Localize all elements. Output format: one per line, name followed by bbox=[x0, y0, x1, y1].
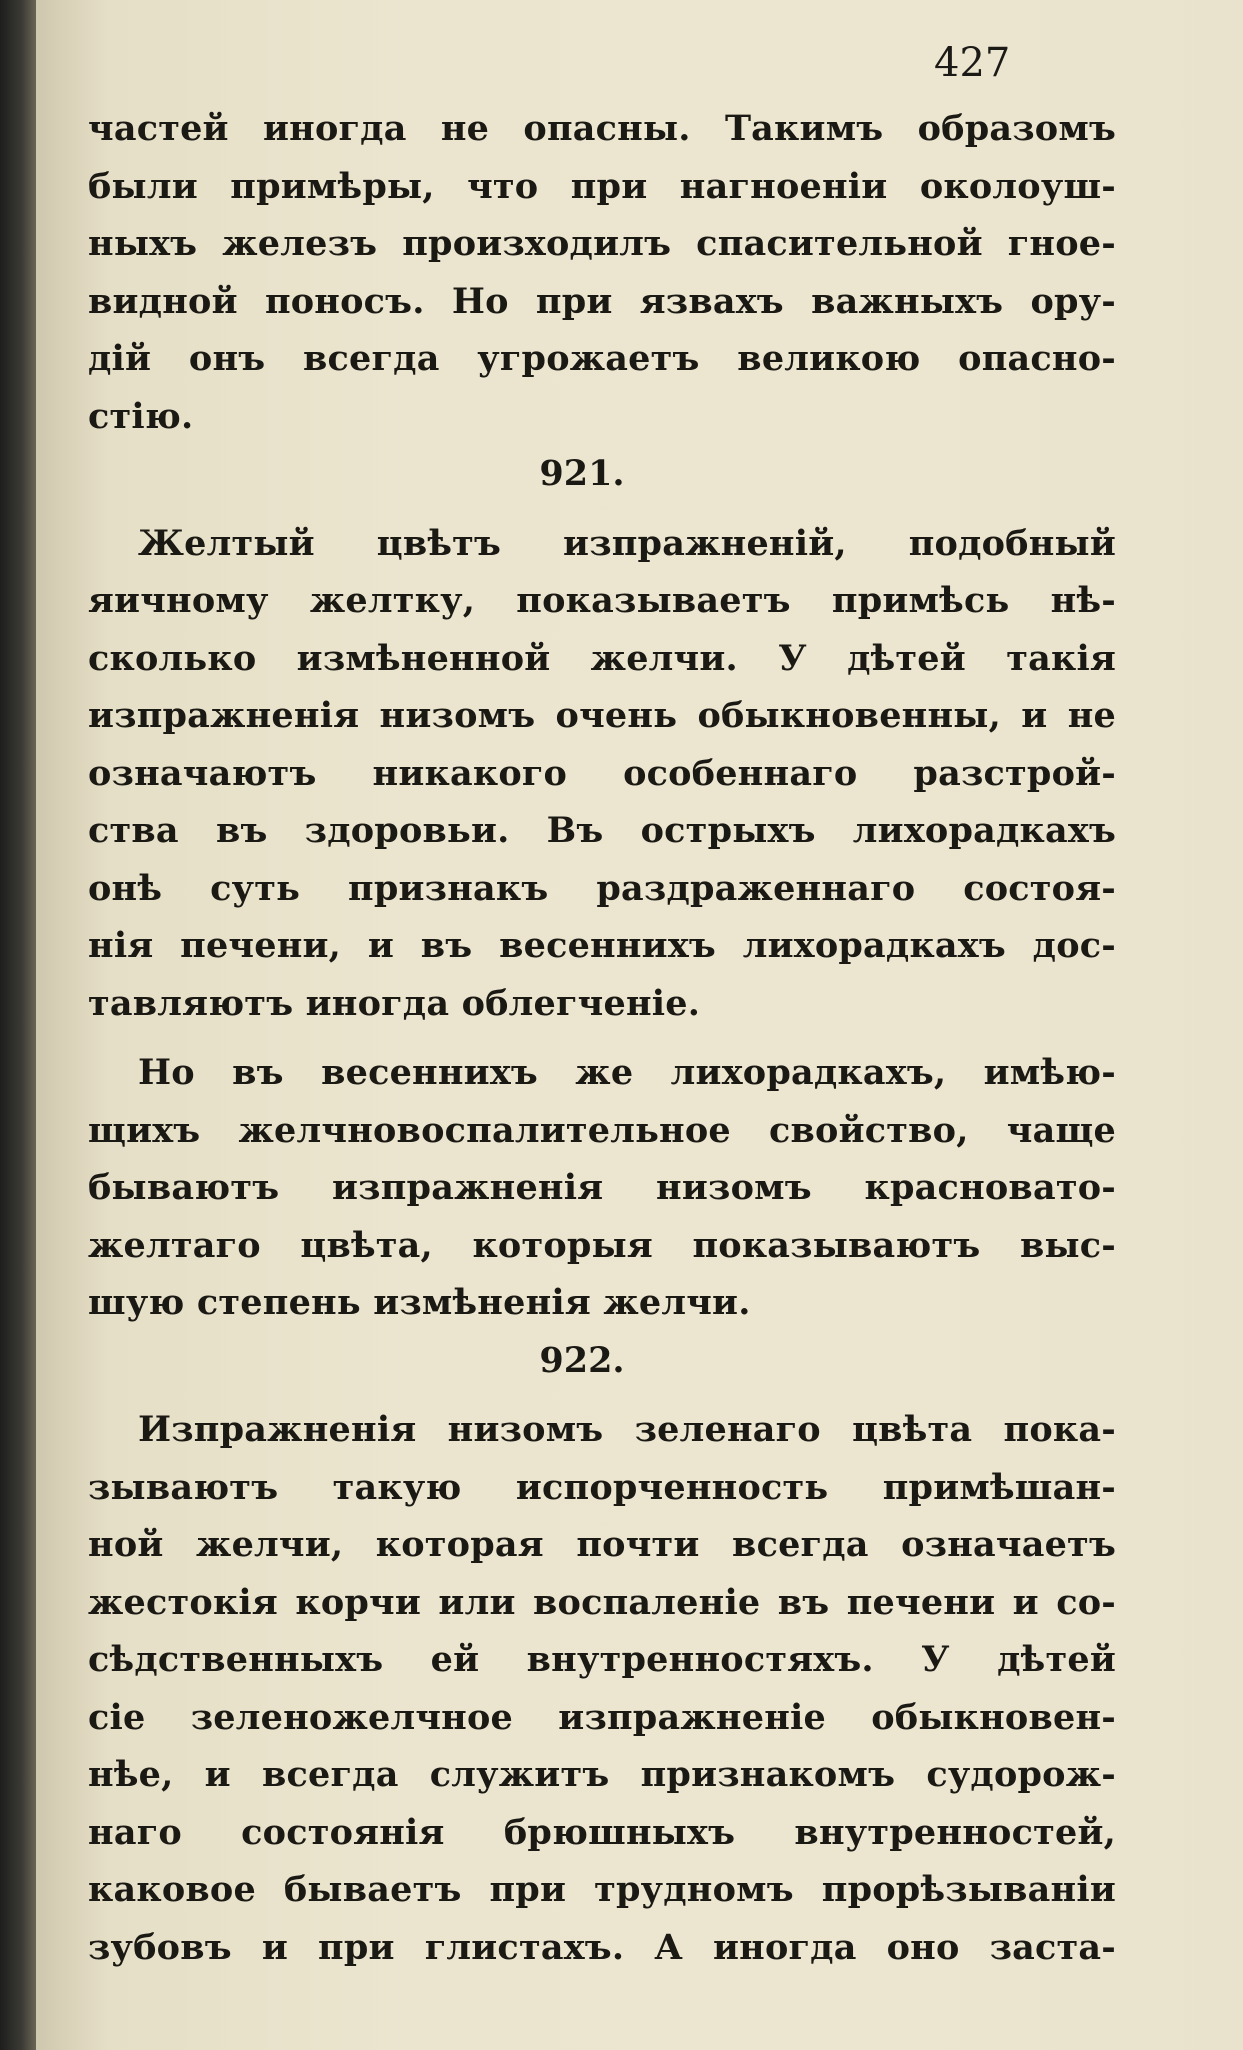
text-line: сіе зеленожелчное изпражненіе обыкновен- bbox=[88, 1696, 1116, 1738]
paragraph bbox=[88, 515, 1116, 1033]
section-number: 922. bbox=[539, 1339, 625, 1381]
text-line: сколько измѣненной желчи. У дѣтей такія bbox=[88, 637, 1116, 679]
page-text bbox=[88, 100, 1116, 1976]
text-line: жестокія корчи или воспаленіе въ печени и со- bbox=[88, 1581, 1116, 1623]
text-line: щихъ желчновоспалительное свойство, чаще bbox=[88, 1109, 1116, 1151]
text-line: нія печени, и въ весеннихъ лихорадкахъ дос- bbox=[88, 925, 1116, 966]
text-line: тавляютъ иногда облегченіе. bbox=[88, 982, 701, 1024]
text-line: означаютъ никакого особеннаго разстрой- bbox=[88, 752, 1116, 794]
text-line: стію. bbox=[88, 395, 194, 437]
text-line: ныхъ железъ произходилъ спасительной гное- bbox=[88, 223, 1116, 264]
text-line: ной желчи, которая почти всегда означаетъ bbox=[88, 1524, 1116, 1565]
paragraph bbox=[88, 1044, 1116, 1332]
text-line: желтаго цвѣта, которыя показываютъ выс- bbox=[88, 1224, 1116, 1266]
text-line: сѣдственныхъ ей внутренностяхъ. У дѣтей bbox=[88, 1639, 1116, 1680]
text-line: Но въ весеннихъ же лихорадкахъ, имѣю- bbox=[138, 1052, 1116, 1093]
text-line: были примѣры, что при нагноеніи околоуш- bbox=[88, 165, 1116, 207]
paragraph bbox=[88, 1401, 1116, 1976]
section-number: 921. bbox=[539, 453, 625, 494]
text-line: зубовъ и при глистахъ. А иногда оно заста- bbox=[88, 1926, 1116, 1968]
text-line: видной поносъ. Но при язвахъ важныхъ ору- bbox=[88, 280, 1116, 322]
text-line: дій онъ всегда угрожаетъ великою опасно- bbox=[88, 338, 1116, 379]
book-spine-shadow bbox=[0, 0, 36, 2050]
text-line: яичному желтку, показываетъ примѣсь нѣ- bbox=[88, 580, 1116, 621]
text-line: каковое бываетъ при трудномъ прорѣзываніи bbox=[88, 1869, 1116, 1910]
text-line: изпражненія низомъ очень обыкновенны, и не bbox=[88, 695, 1116, 736]
text-line: зываютъ такую испорченность примѣшан- bbox=[88, 1466, 1116, 1508]
book-page bbox=[36, 0, 1243, 2050]
text-line: Желтый цвѣтъ изпражненій, подобный bbox=[138, 522, 1116, 564]
text-line: наго состоянія брюшныхъ внутренностей, bbox=[88, 1811, 1116, 1853]
text-line: нѣе, и всегда служитъ признакомъ судорож- bbox=[88, 1754, 1116, 1795]
text-line: Изпражненія низомъ зеленаго цвѣта пока- bbox=[138, 1409, 1116, 1450]
text-line: шую степень измѣненія желчи. bbox=[88, 1282, 751, 1323]
text-line: онѣ суть признакъ раздраженнаго состоя- bbox=[88, 867, 1116, 909]
text-line: бываютъ изпражненія низомъ красновато- bbox=[88, 1167, 1116, 1208]
text-line: частей иногда не опасны. Такимъ образомъ bbox=[88, 108, 1116, 149]
paragraph bbox=[88, 100, 1116, 445]
text-line: ства въ здоровьи. Въ острыхъ лихорадкахъ bbox=[88, 810, 1116, 851]
page-number: 427 bbox=[934, 40, 1011, 86]
